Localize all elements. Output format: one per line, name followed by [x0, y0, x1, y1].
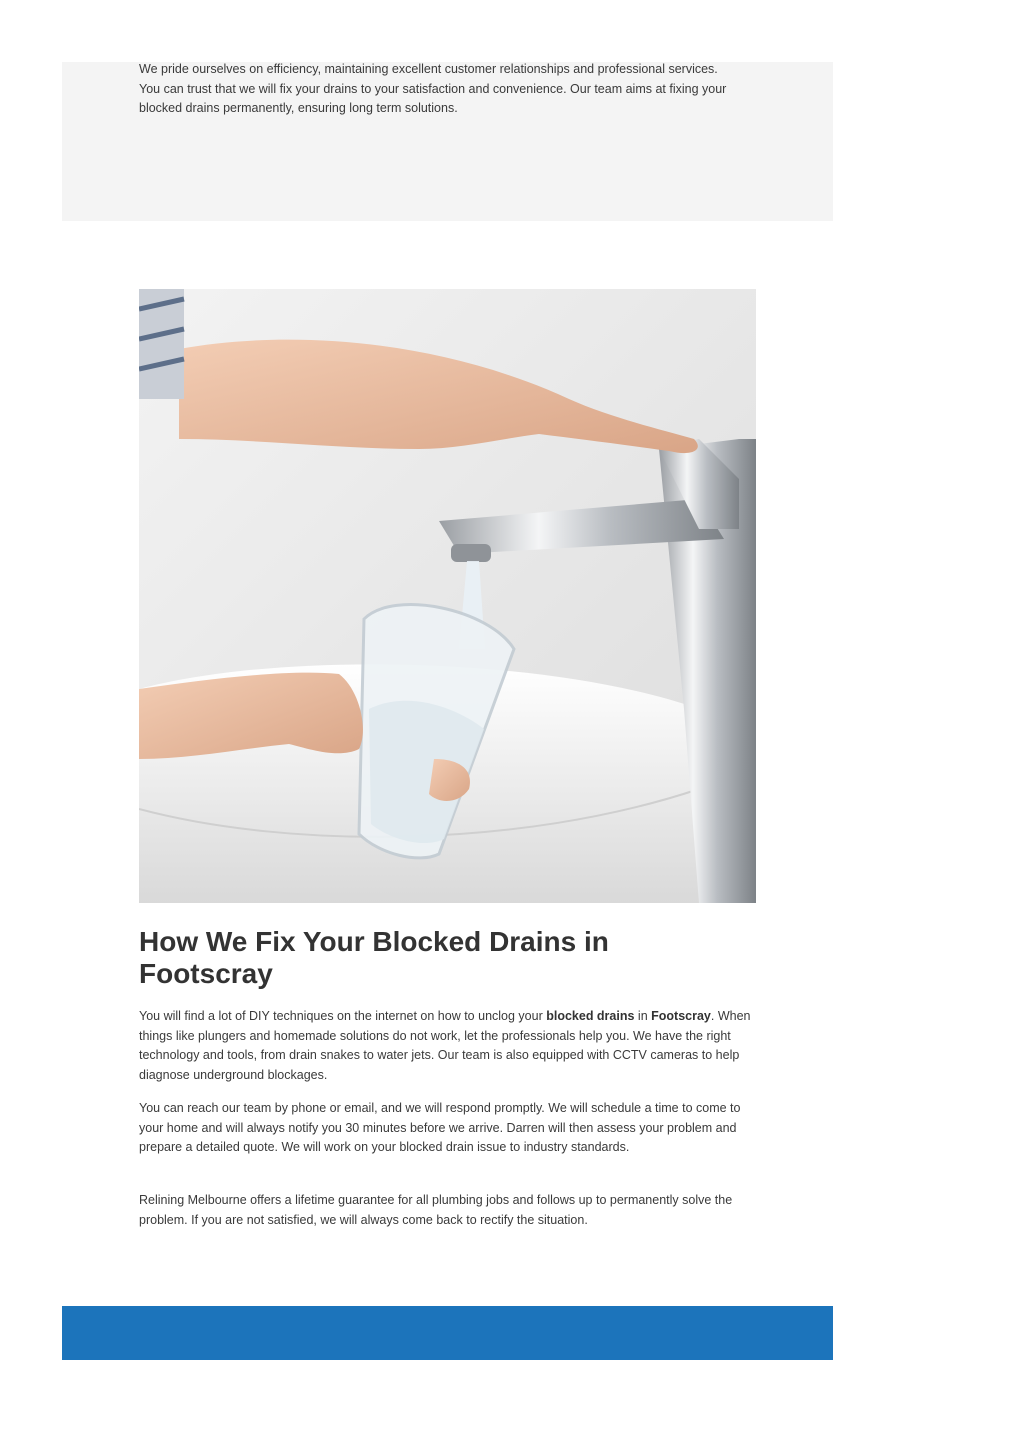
- paragraph-1-text-before: You will find a lot of DIY techniques on the internet on how to unclog your: [139, 1009, 547, 1023]
- blocked-drains-emphasis: blocked drains: [546, 1009, 635, 1023]
- intro-paragraph: We pride ourselves on efficiency, maintaining excellent customer relationships and professional services. You can trust that we will fix your drains to your satisfaction and convenience. Our team aims at fixing your blocked drains permanently, ensuring long term solutions.: [139, 62, 727, 116]
- paragraph-1-text-after: . When things like plungers and homemade solutions do not work, let the professionals help you. We have the right technology and tools, from drain snakes to water jets. Our team is also equipped with CCTV cameras to help diagnose underground blockages.: [139, 1009, 751, 1082]
- section-heading: How We Fix Your Blocked Drains in Footscray: [139, 926, 609, 989]
- paragraph-diy-techniques: [139, 1007, 759, 1085]
- glass-of-water-at-tap-photo: [139, 289, 756, 903]
- photo-illustration: [139, 289, 756, 903]
- paragraph-1-text-middle: in: [634, 1009, 652, 1023]
- paragraph-contact-process: You can reach our team by phone or email, and we will respond promptly. We will schedule a time to come to your home and will always notify you 30 minutes before we arrive. Darren will then assess your problem and prepare a detailed quote. We will work on your blocked drain issue to industry standards.: [139, 1101, 741, 1155]
- footer-banner: [62, 1306, 833, 1360]
- paragraph-guarantee: Relining Melbourne offers a lifetime guarantee for all plumbing jobs and follows up to permanently solve the problem. If you are not satisfied, we will always come back to rectify the situation.: [139, 1193, 733, 1227]
- footscray-emphasis: Footscray: [651, 1009, 711, 1023]
